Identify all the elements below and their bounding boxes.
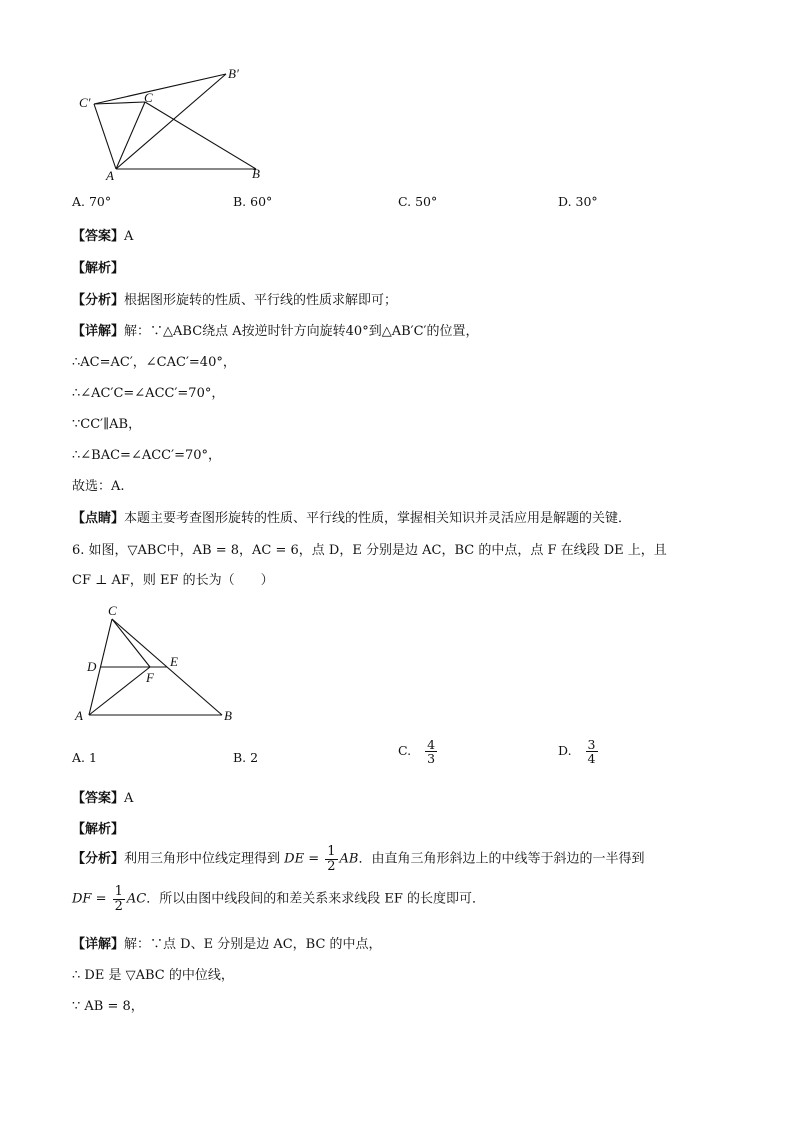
label-b-prime: B′ bbox=[228, 66, 239, 81]
fraction-numerator: 3 bbox=[587, 737, 596, 752]
detail-tag: 【详解】 bbox=[72, 324, 125, 339]
half-fraction bbox=[325, 845, 337, 873]
q5-analysis-tag: 【解析】 bbox=[72, 261, 125, 276]
q6-option-c bbox=[398, 738, 439, 765]
q5-answer bbox=[72, 225, 133, 244]
fraction-denominator: 2 bbox=[114, 898, 123, 914]
q6-analysis-tag: 【解析】 bbox=[72, 822, 125, 837]
fenxi-text-c: ．所以由图中线段间的和差关系来求线段 EF 的长度即可． bbox=[146, 891, 486, 907]
option-c-label: C. bbox=[398, 743, 412, 759]
q5-step-5: 故选：A. bbox=[72, 479, 125, 494]
triangle-figure bbox=[70, 600, 245, 725]
q6-fenxi-line-2 bbox=[72, 885, 485, 913]
answer-tag: 【答案】 bbox=[72, 791, 125, 806]
fraction-numerator: 1 bbox=[327, 844, 336, 859]
fraction-numerator: 1 bbox=[114, 884, 123, 899]
q5-option-d: D. 30° bbox=[558, 194, 598, 209]
dianjing-text: 本题主要考查图形旋转的性质、平行线的性质，掌握相关知识并灵活应用是解题的关键． bbox=[124, 511, 632, 526]
label-c-prime: C′ bbox=[79, 95, 91, 110]
label-d: D bbox=[87, 659, 97, 674]
answer-value: A bbox=[124, 229, 134, 244]
fenxi-tag: 【分析】 bbox=[72, 293, 125, 308]
q5-step-4: ∴∠BAC=∠ACC′=70°， bbox=[72, 448, 222, 463]
q6-option-d bbox=[558, 738, 600, 765]
fenxi-ac: AC bbox=[126, 891, 147, 907]
q5-detail bbox=[72, 320, 479, 339]
q5-fenxi bbox=[72, 289, 397, 308]
fraction-denominator: 3 bbox=[427, 751, 436, 767]
fraction-denominator: 4 bbox=[587, 751, 596, 767]
label-b: B bbox=[252, 166, 260, 181]
q6-fenxi-line-1 bbox=[72, 845, 645, 873]
label-e: E bbox=[170, 654, 178, 669]
label-c: C bbox=[144, 90, 153, 105]
label-a: A bbox=[75, 708, 83, 723]
detail-text: 解：∵△ABC绕点 A按逆时针方向旋转40°到△AB′C′的位置， bbox=[124, 324, 479, 339]
label-a: A bbox=[106, 168, 114, 183]
q5-step-3: ∵CC′∥AB， bbox=[72, 417, 142, 432]
q6-stem-line-1: 6. 如图，▽ABC中，AB = 8，AC = 6，点 D，E 分别是边 AC，BC 的中点，点 F 在线段 DE 上，且 bbox=[72, 543, 667, 558]
q6-option-a: A. 1 bbox=[72, 750, 97, 765]
q6-detail bbox=[72, 933, 382, 952]
half-fraction bbox=[113, 885, 125, 913]
q5-dianjing bbox=[72, 507, 631, 526]
q5-step-2: ∴∠AC′C=∠ACC′=70°， bbox=[72, 386, 225, 401]
fenxi-text-a: 利用三角形中位线定理得到 bbox=[124, 851, 281, 867]
fenxi-tag: 【分析】 bbox=[72, 851, 125, 867]
rotation-figure bbox=[70, 60, 280, 185]
option-c-fraction bbox=[425, 738, 437, 765]
q6-step-1: ∴ DE 是 ▽ABC 的中位线， bbox=[72, 968, 234, 983]
fenxi-df: DF = bbox=[72, 891, 107, 907]
fenxi-ab: AB bbox=[339, 851, 359, 867]
detail-tag: 【详解】 bbox=[72, 937, 125, 952]
q6-stem-line-2: CF ⊥ AF，则 EF 的长为（ ） bbox=[72, 573, 274, 588]
answer-value: A bbox=[124, 791, 134, 806]
dianjing-tag: 【点睛】 bbox=[72, 511, 125, 526]
label-c: C bbox=[108, 603, 117, 618]
q5-option-a: A. 70° bbox=[72, 194, 112, 209]
label-f: F bbox=[146, 670, 154, 685]
q5-option-c: C. 50° bbox=[398, 194, 438, 209]
option-d-fraction bbox=[586, 738, 598, 765]
option-d-label: D. bbox=[558, 743, 572, 759]
fraction-numerator: 4 bbox=[427, 737, 436, 752]
fenxi-text-b: ．由直角三角形斜边上的中线等于斜边的一半得到 bbox=[358, 851, 645, 867]
q5-step-1: ∴AC=AC′，∠CAC′=40°， bbox=[72, 355, 236, 370]
fenxi-text: 根据图形旋转的性质、平行线的性质求解即可； bbox=[124, 293, 398, 308]
fenxi-de: DE = bbox=[284, 851, 320, 867]
detail-text: 解：∵点 D、E 分别是边 AC，BC 的中点， bbox=[124, 937, 382, 952]
q6-option-b: B. 2 bbox=[233, 750, 259, 765]
q5-option-b: B. 60° bbox=[233, 194, 273, 209]
answer-tag: 【答案】 bbox=[72, 229, 125, 244]
q6-step-2: ∵ AB = 8， bbox=[72, 999, 144, 1014]
fraction-denominator: 2 bbox=[327, 858, 336, 874]
q6-answer bbox=[72, 787, 133, 806]
label-b: B bbox=[224, 708, 232, 723]
